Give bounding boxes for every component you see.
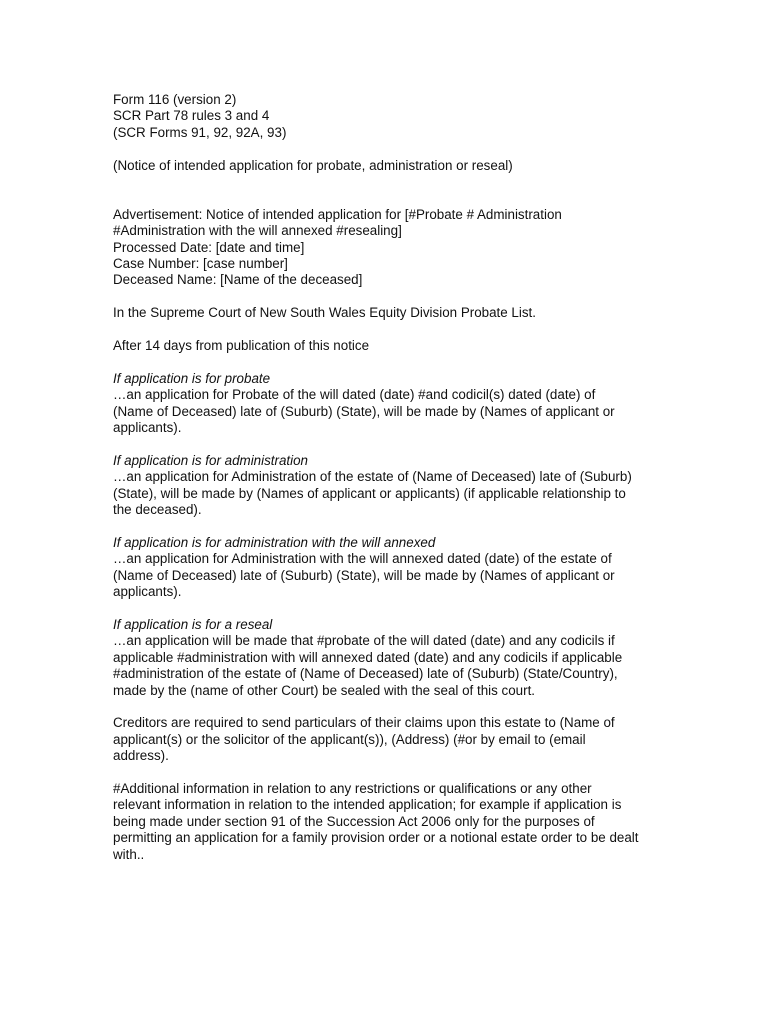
reseal-line: …an application will be made that #probate of the will dated (date) and any codicils if: [113, 633, 615, 649]
additional-line: permitting an application for a family provision order or a notional estate order to be dealt: [113, 830, 639, 846]
administration-section: [113, 453, 673, 519]
additional-line: #Additional information in relation to any restrictions or qualifications or any other: [113, 780, 592, 796]
probate-heading: If application is for probate: [113, 370, 271, 386]
creditors-line: applicant(s) or the solicitor of the applicant(s)), (Address) (#or by email to (email: [113, 731, 586, 747]
after-paragraph: [113, 338, 673, 354]
form-header: [113, 92, 673, 141]
case-number: Case Number: [case number]: [113, 256, 288, 272]
administration-line: the deceased).: [113, 502, 202, 518]
probate-line: …an application for Probate of the will dated (date) #and codicil(s) dated (date) of: [113, 387, 596, 403]
annexed-line: applicants).: [113, 584, 182, 600]
probate-line: (Name of Deceased) late of (Suburb) (State), will be made by (Names of applicant or: [113, 403, 615, 419]
administration-line: …an application for Administration of the estate of (Name of Deceased) late of (Suburb): [113, 469, 632, 485]
form-number: Form 116 (version 2): [113, 92, 237, 107]
creditors-paragraph: [113, 715, 673, 764]
reseal-line: #administration of the estate of (Name of Deceased) late of (Suburb) (State/Country),: [113, 666, 618, 682]
advertisement-block: [113, 207, 673, 289]
probate-line: applicants).: [113, 420, 182, 436]
annexed-heading: If application is for administration with the will annexed: [113, 534, 436, 550]
additional-line: being made under section 91 of the Succession Act 2006 only for the purposes of: [113, 813, 595, 829]
reseal-line: applicable #administration with will annexed dated (date) and any codicils if applicable: [113, 649, 623, 665]
reseal-section: [113, 617, 673, 699]
annexed-section: [113, 535, 673, 601]
deceased-name: Deceased Name: [Name of the deceased]: [113, 272, 363, 288]
processed-date: Processed Date: [date and time]: [113, 239, 305, 255]
creditors-line: address).: [113, 748, 169, 764]
administration-line: (State), will be made by (Names of applicant or applicants) (if applicable relationship to: [113, 485, 626, 501]
advertisement-line-2: #Administration with the will annexed #resealing]: [113, 223, 402, 239]
annexed-line: (Name of Deceased) late of (Suburb) (State), will be made by (Names of applicant or: [113, 567, 615, 583]
administration-heading: If application is for administration: [113, 452, 309, 468]
forms-reference: (SCR Forms 91, 92, 92A, 93): [113, 124, 287, 140]
court-paragraph: [113, 305, 673, 321]
creditors-line: Creditors are required to send particulars of their claims upon this estate to (Name of: [113, 715, 615, 731]
probate-section: [113, 371, 673, 437]
notice-title: (Notice of intended application for probate, administration or reseal): [113, 157, 513, 173]
reseal-heading: If application is for a reseal: [113, 616, 273, 632]
after-line: After 14 days from publication of this notice: [113, 338, 370, 354]
notice-title-block: [113, 158, 673, 174]
advertisement-line-1: Advertisement: Notice of intended application for [#Probate # Administration: [113, 206, 562, 222]
annexed-line: …an application for Administration with the will annexed dated (date) of the estate of: [113, 551, 612, 567]
court-line: In the Supreme Court of New South Wales Equity Division Probate List.: [113, 305, 536, 321]
document-body: [113, 92, 673, 863]
additional-line: relevant information in relation to the intended application; for example if application is: [113, 797, 622, 813]
rule-reference: SCR Part 78 rules 3 and 4: [113, 108, 270, 124]
additional-line: with..: [113, 846, 145, 862]
additional-paragraph: [113, 781, 673, 863]
reseal-line: made by the (name of other Court) be sealed with the seal of this court.: [113, 682, 536, 698]
